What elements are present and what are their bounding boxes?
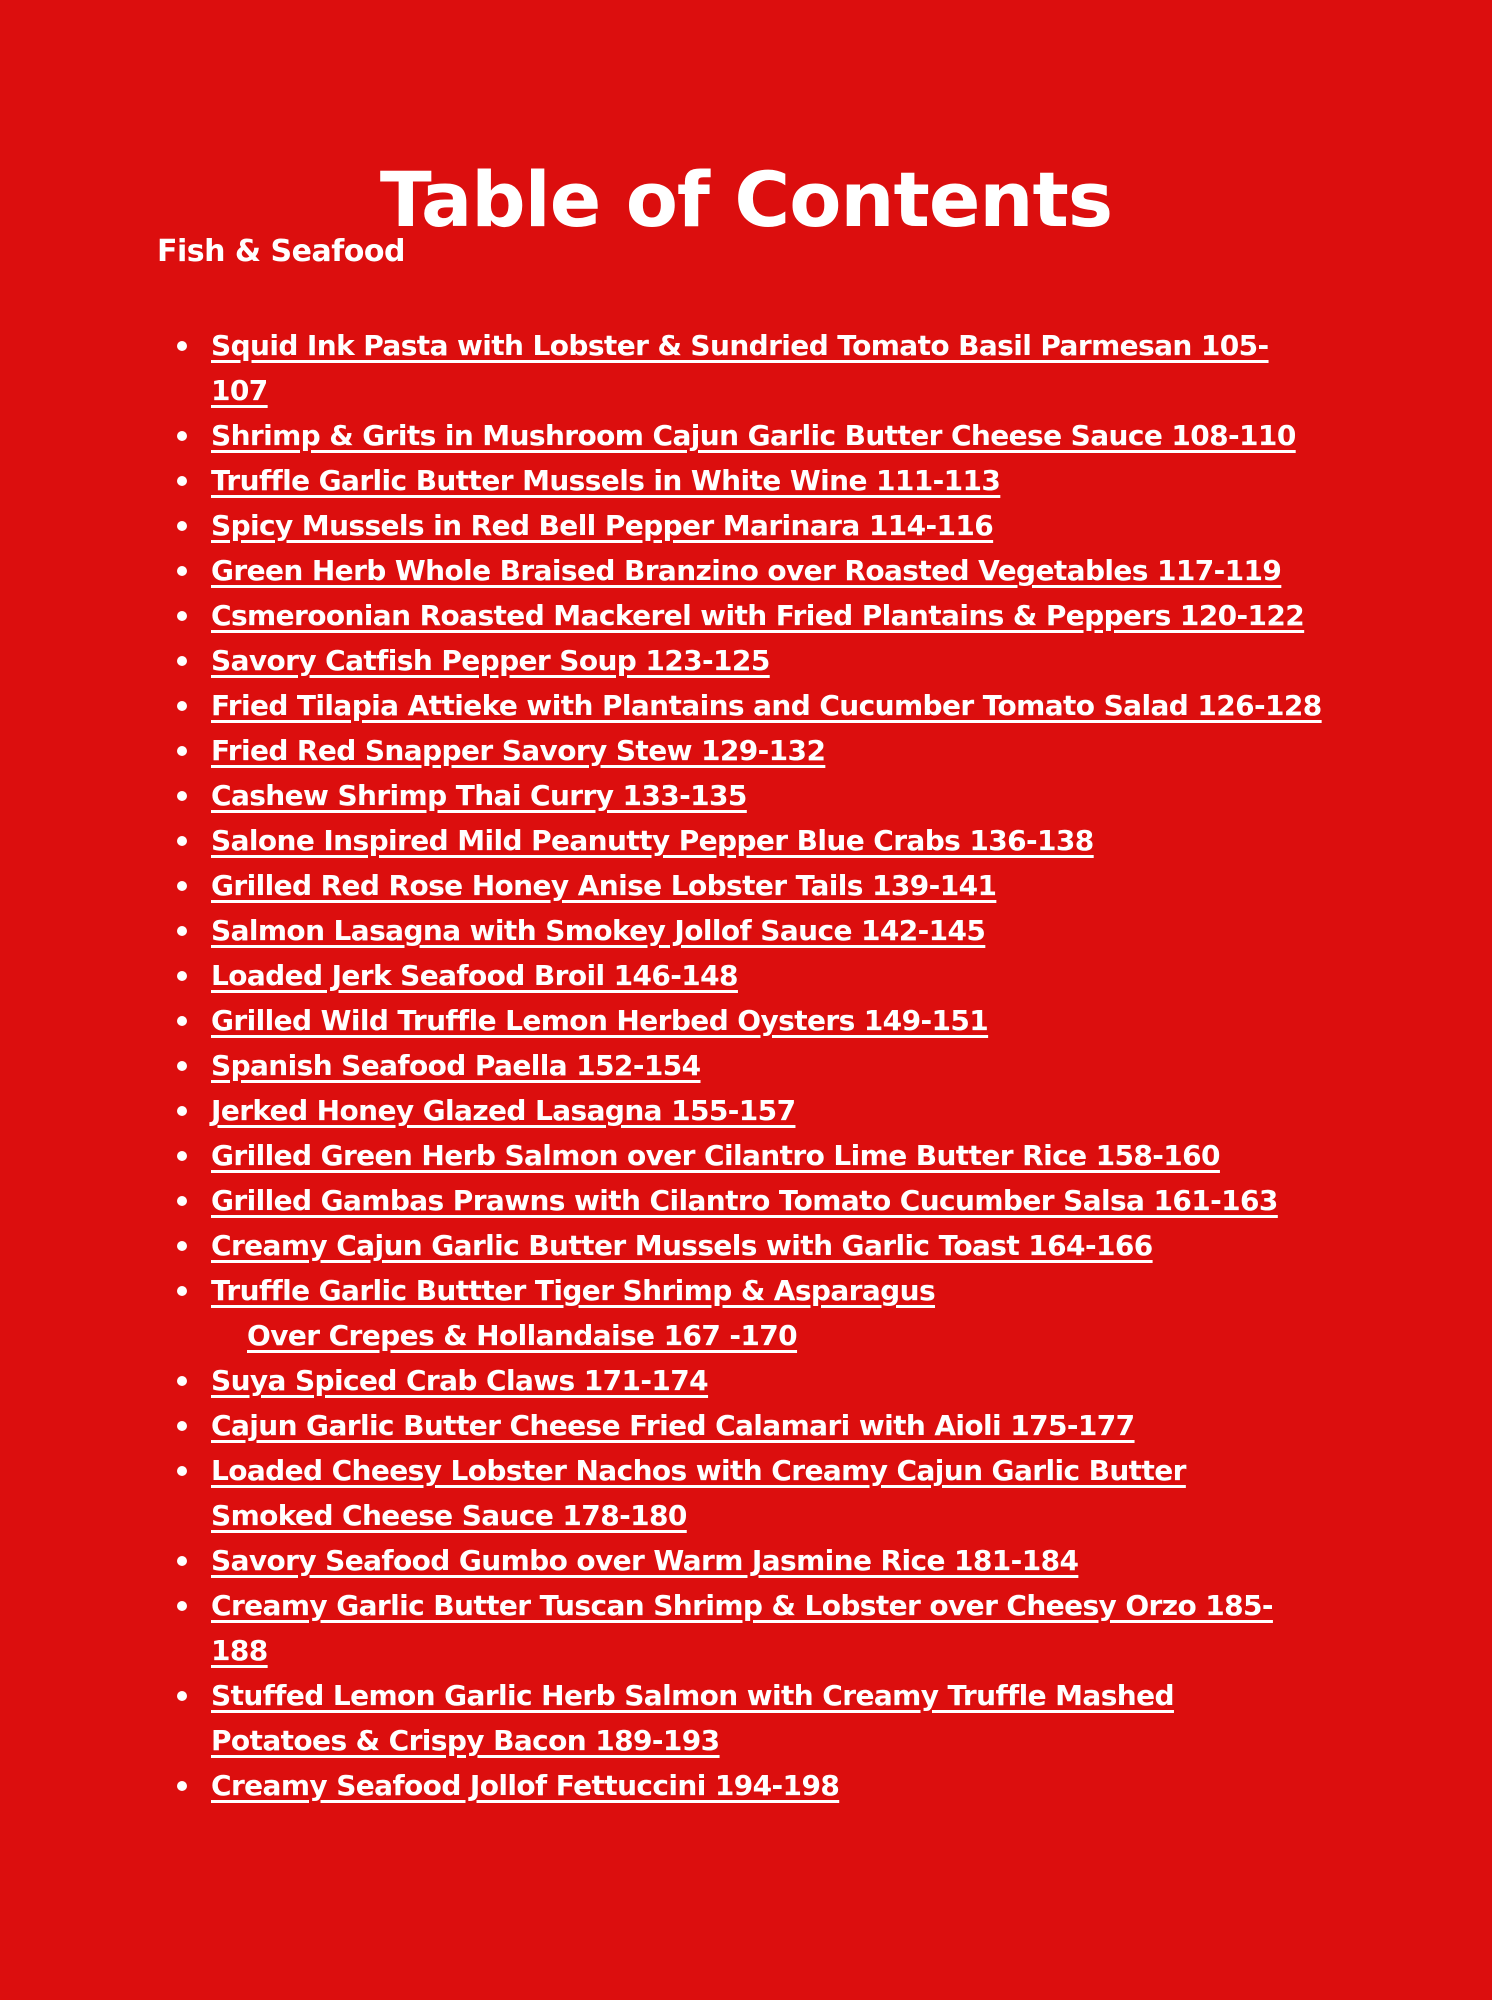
- toc-entry-text: Over Crepes & Hollandaise 167 -170: [247, 1319, 798, 1352]
- toc-entry-link[interactable]: [211, 728, 1391, 773]
- toc-entry-link[interactable]: [211, 683, 1391, 728]
- toc-entry-text: Smoked Cheese Sauce 178-180: [211, 1499, 687, 1532]
- toc-entry-link[interactable]: [211, 1448, 1391, 1538]
- toc-entry-text: Stuffed Lemon Garlic Herb Salmon with Creamy Truffle Mashed: [211, 1679, 1174, 1712]
- toc-entry-link[interactable]: [211, 1043, 1391, 1088]
- toc-entry-link[interactable]: [211, 323, 1391, 413]
- toc-entry-text: Spanish Seafood Paella 152-154: [211, 1049, 701, 1082]
- toc-entry-text: Loaded Cheesy Lobster Nachos with Creamy Cajun Garlic Butter: [211, 1454, 1186, 1487]
- toc-entry-link[interactable]: [211, 1223, 1391, 1268]
- toc-entry-text: 107: [211, 374, 268, 407]
- toc-entry-link[interactable]: [211, 773, 1391, 818]
- toc-entry-text: Truffle Garlic Butter Mussels in White Wine 111-113: [211, 464, 1001, 497]
- toc-entry-link[interactable]: [211, 593, 1391, 638]
- toc-entry-link[interactable]: [211, 863, 1391, 908]
- toc-entry-text: 188: [211, 1634, 268, 1667]
- toc-entry-text: Squid Ink Pasta with Lobster & Sundried Tomato Basil Parmesan 105-: [211, 329, 1269, 362]
- toc-entry-text: Suya Spiced Crab Claws 171-174: [211, 1364, 709, 1397]
- toc-entry-link[interactable]: [211, 1268, 1391, 1358]
- toc-entry-text: Loaded Jerk Seafood Broil 146-148: [211, 959, 738, 992]
- toc-entry-link[interactable]: [211, 953, 1391, 998]
- toc-entry-link[interactable]: [211, 503, 1391, 548]
- toc-list: [175, 323, 1391, 1808]
- toc-entry-link[interactable]: [211, 818, 1391, 863]
- toc-entry-text: Grilled Wild Truffle Lemon Herbed Oysters 149-151: [211, 1004, 989, 1037]
- toc-entry-text: Cashew Shrimp Thai Curry 133-135: [211, 779, 747, 812]
- toc-entry-text: Savory Catfish Pepper Soup 123-125: [211, 644, 770, 677]
- toc-entry-link[interactable]: [211, 1133, 1391, 1178]
- toc-entry-text: Fried Tilapia Attieke with Plantains and Cucumber Tomato Salad 126-128: [211, 689, 1322, 722]
- toc-entry-text: Csmeroonian Roasted Mackerel with Fried Plantains & Peppers 120-122: [211, 599, 1305, 632]
- toc-entry-text: Creamy Cajun Garlic Butter Mussels with Garlic Toast 164-166: [211, 1229, 1153, 1262]
- toc-entry-link[interactable]: [211, 638, 1391, 683]
- section-heading: Fish & Seafood: [157, 234, 405, 269]
- toc-entry-text: Green Herb Whole Braised Branzino over Roasted Vegetables 117-119: [211, 554, 1282, 587]
- toc-entry-text: Jerked Honey Glazed Lasagna 155-157: [211, 1094, 796, 1127]
- toc-entry-link[interactable]: [211, 1673, 1391, 1763]
- toc-entry-text: Savory Seafood Gumbo over Warm Jasmine Rice 181-184: [211, 1544, 1079, 1577]
- toc-entry-text: Fried Red Snapper Savory Stew 129-132: [211, 734, 826, 767]
- toc-entry-text: Creamy Garlic Butter Tuscan Shrimp & Lobster over Cheesy Orzo 185-: [211, 1589, 1273, 1622]
- toc-entry-text: Grilled Gambas Prawns with Cilantro Tomato Cucumber Salsa 161-163: [211, 1184, 1278, 1217]
- toc-entry-text: Potatoes & Crispy Bacon 189-193: [211, 1724, 720, 1757]
- toc-entry-link[interactable]: [211, 1583, 1391, 1673]
- toc-entry-link[interactable]: [211, 998, 1391, 1043]
- toc-entry-text: Cajun Garlic Butter Cheese Fried Calamari with Aioli 175-177: [211, 1409, 1135, 1442]
- toc-entry-text: Truffle Garlic Buttter Tiger Shrimp & Asparagus: [211, 1274, 936, 1307]
- toc-entry-link[interactable]: [211, 1538, 1391, 1583]
- toc-entry-text: Grilled Red Rose Honey Anise Lobster Tails 139-141: [211, 869, 997, 902]
- toc-entry-text: Salmon Lasagna with Smokey Jollof Sauce 142-145: [211, 914, 986, 947]
- toc-entry-text: Grilled Green Herb Salmon over Cilantro Lime Butter Rice 158-160: [211, 1139, 1220, 1172]
- page-title: Table of Contents: [379, 155, 1113, 244]
- toc-entry-link[interactable]: [211, 413, 1391, 458]
- toc-entry-text: Creamy Seafood Jollof Fettuccini 194-198: [211, 1769, 840, 1802]
- toc-entry-link[interactable]: [211, 458, 1391, 503]
- toc-entry-link[interactable]: [211, 1178, 1391, 1223]
- toc-entry-text: Salone Inspired Mild Peanutty Pepper Blue Crabs 136-138: [211, 824, 1094, 857]
- toc-entry-link[interactable]: [211, 1403, 1391, 1448]
- toc-entry-link[interactable]: [211, 1088, 1391, 1133]
- toc-entry-text: Shrimp & Grits in Mushroom Cajun Garlic Butter Cheese Sauce 108-110: [211, 419, 1296, 452]
- toc-entry-link[interactable]: [211, 908, 1391, 953]
- toc-entry-link[interactable]: [211, 1358, 1391, 1403]
- toc-entry-text: Spicy Mussels in Red Bell Pepper Marinara 114-116: [211, 509, 994, 542]
- toc-entry-link[interactable]: [211, 1763, 1391, 1808]
- toc-entry-link[interactable]: [211, 548, 1391, 593]
